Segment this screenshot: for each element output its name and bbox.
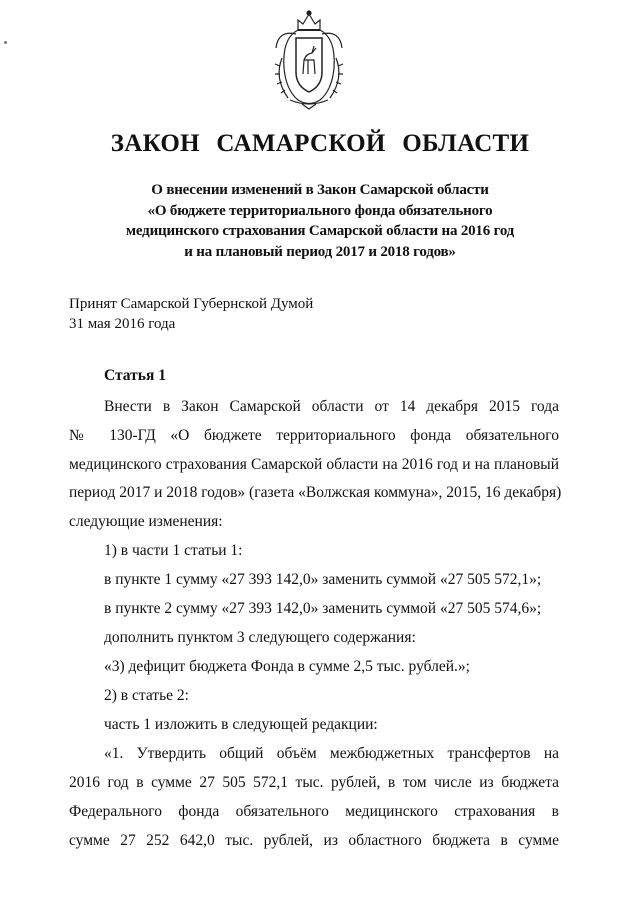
scan-speck bbox=[4, 41, 7, 44]
body-line: в пункте 1 сумму «27 393 142,0» заменить суммой «27 505 572,1»; bbox=[104, 571, 542, 588]
subtitle-line: «О бюджете территориального фонда обязательного bbox=[147, 202, 493, 219]
body-line: 1) в части 1 статьи 1: bbox=[104, 542, 243, 559]
adoption-date: 31 мая 2016 года bbox=[69, 316, 176, 332]
body-line: сумме 27 252 642,0 тыс. рублей, из областного бюджета в сумме bbox=[69, 832, 559, 849]
body-line: «3) дефицит бюджета Фонда в сумме 2,5 тыс. рублей.»; bbox=[104, 658, 470, 675]
body-line: № 130-ГД «О бюджете территориального фонда обязательного bbox=[69, 427, 559, 444]
body-line: Внести в Закон Самарской области от 14 декабря 2015 года bbox=[104, 398, 559, 415]
subtitle-line: О внесении изменений в Закон Самарской области bbox=[151, 182, 489, 198]
body-line: в пункте 2 сумму «27 393 142,0» заменить суммой «27 505 574,6»; bbox=[104, 600, 542, 617]
law-title: ЗАКОН САМАРСКОЙ ОБЛАСТИ bbox=[110, 130, 530, 157]
adoption-note bbox=[69, 294, 313, 334]
law-subtitle bbox=[60, 180, 580, 262]
adoption-line: Принят Самарской Губернской Думой bbox=[69, 296, 314, 312]
body-line: Федерального фонда обязательного медицинского страхования в bbox=[69, 803, 559, 820]
subtitle-line: и на плановый период 2017 и 2018 годов» bbox=[184, 243, 456, 260]
subtitle-line: медицинского страхования Самарской области на 2016 год bbox=[125, 223, 515, 239]
coat-of-arms-emblem bbox=[268, 8, 350, 110]
body-line: 2016 год в сумме 27 505 572,1 тыс. рублей, в том числе из бюджета bbox=[69, 774, 559, 791]
body-line: период 2017 и 2018 годов» (газета «Волжская коммуна», 2015, 16 декабря) bbox=[69, 484, 562, 501]
body-line: «1. Утвердить общий объём межбюджетных трансфертов на bbox=[104, 745, 559, 762]
body-line: следующие изменения: bbox=[69, 513, 223, 530]
body-line: медицинского страхования Самарской области на 2016 год и на плановый bbox=[69, 456, 559, 473]
body-line: 2) в статье 2: bbox=[104, 687, 189, 704]
body-line: часть 1 изложить в следующей редакции: bbox=[104, 716, 378, 733]
body-line: дополнить пунктом 3 следующего содержания: bbox=[104, 629, 416, 646]
article-heading: Статья 1 bbox=[104, 367, 166, 384]
